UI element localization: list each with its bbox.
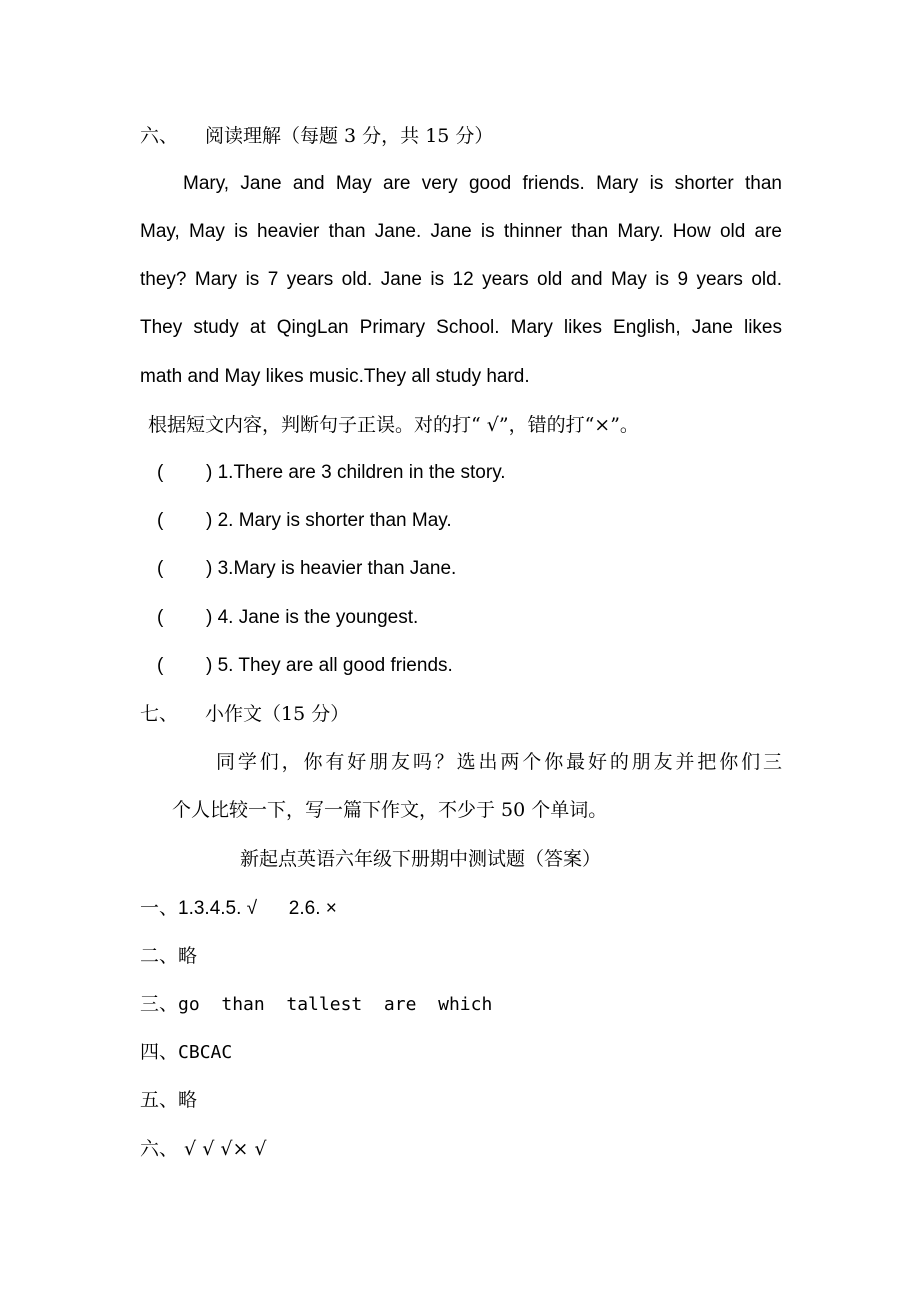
answer-1-label: 一、: [140, 897, 179, 919]
answer-1: [140, 896, 337, 921]
answer-title: 新起点英语六年级下册期中测试题（答案）: [240, 848, 602, 870]
answer-5-text: 略: [178, 1089, 198, 1111]
answer-4-text: CBCAC: [178, 1042, 233, 1063]
answer-6: [140, 1137, 267, 1161]
question-4-paren: (: [157, 607, 164, 628]
instruction: 根据短文内容，判断句子正误。对的打“ √”，错的打“×”。: [148, 414, 639, 436]
composition-line-1: 同学们，你有好朋友吗？选出两个你最好的朋友并把你们三: [216, 751, 782, 773]
answer-4-label: 四、: [140, 1041, 179, 1063]
section-6-number: 六、: [140, 125, 179, 147]
answer-5-label: 五、: [140, 1089, 179, 1111]
section-7-number: 七、: [140, 703, 179, 725]
section-7-title: 小作文（15 分）: [205, 703, 350, 725]
answer-5: [140, 1088, 197, 1112]
answer-6-text: √ √ √× √: [178, 1138, 267, 1160]
passage-line-2: May, May is heavier than Jane. Jane is thinner than Mary. How old are: [140, 221, 782, 242]
answer-6-label: 六、: [140, 1138, 179, 1160]
answer-1-text: 1.3.4.5. √ 2.6. ×: [178, 898, 337, 919]
question-1-paren: (: [157, 462, 164, 483]
question-4-text: ) 4. Jane is the youngest.: [206, 607, 419, 628]
section-7-heading: [140, 702, 349, 726]
answer-2: [140, 944, 197, 968]
question-1-text: ) 1.There are 3 children in the story.: [206, 462, 506, 483]
answer-3-text: go than tallest are which: [178, 994, 493, 1015]
question-3-paren: (: [157, 558, 164, 579]
question-5-text: ) 5. They are all good friends.: [206, 655, 453, 676]
question-2-text: ) 2. Mary is shorter than May.: [206, 510, 452, 531]
question-3-text: ) 3.Mary is heavier than Jane.: [206, 558, 457, 579]
composition-line-2: 个人比较一下，写一篇下作文，不少于 50 个单词。: [172, 799, 608, 821]
question-5-paren: (: [157, 655, 164, 676]
passage-line-5: math and May likes music.They all study hard.: [140, 366, 530, 387]
question-2-paren: (: [157, 510, 164, 531]
passage-line-1: Mary, Jane and May are very good friends. Mary is shorter than: [183, 173, 782, 194]
passage-line-3: they? Mary is 7 years old. Jane is 12 years old and May is 9 years old.: [140, 269, 782, 290]
answer-3-label: 三、: [140, 993, 179, 1015]
answer-3: [140, 992, 492, 1017]
answer-2-label: 二、: [140, 945, 179, 967]
passage-line-4: They study at QingLan Primary School. Mary likes English, Jane likes: [140, 317, 782, 338]
section-6-heading: [140, 124, 493, 148]
answer-2-text: 略: [178, 945, 198, 967]
section-6-title: 阅读理解（每题 3 分，共 15 分）: [205, 125, 494, 147]
answer-4: [140, 1040, 232, 1065]
